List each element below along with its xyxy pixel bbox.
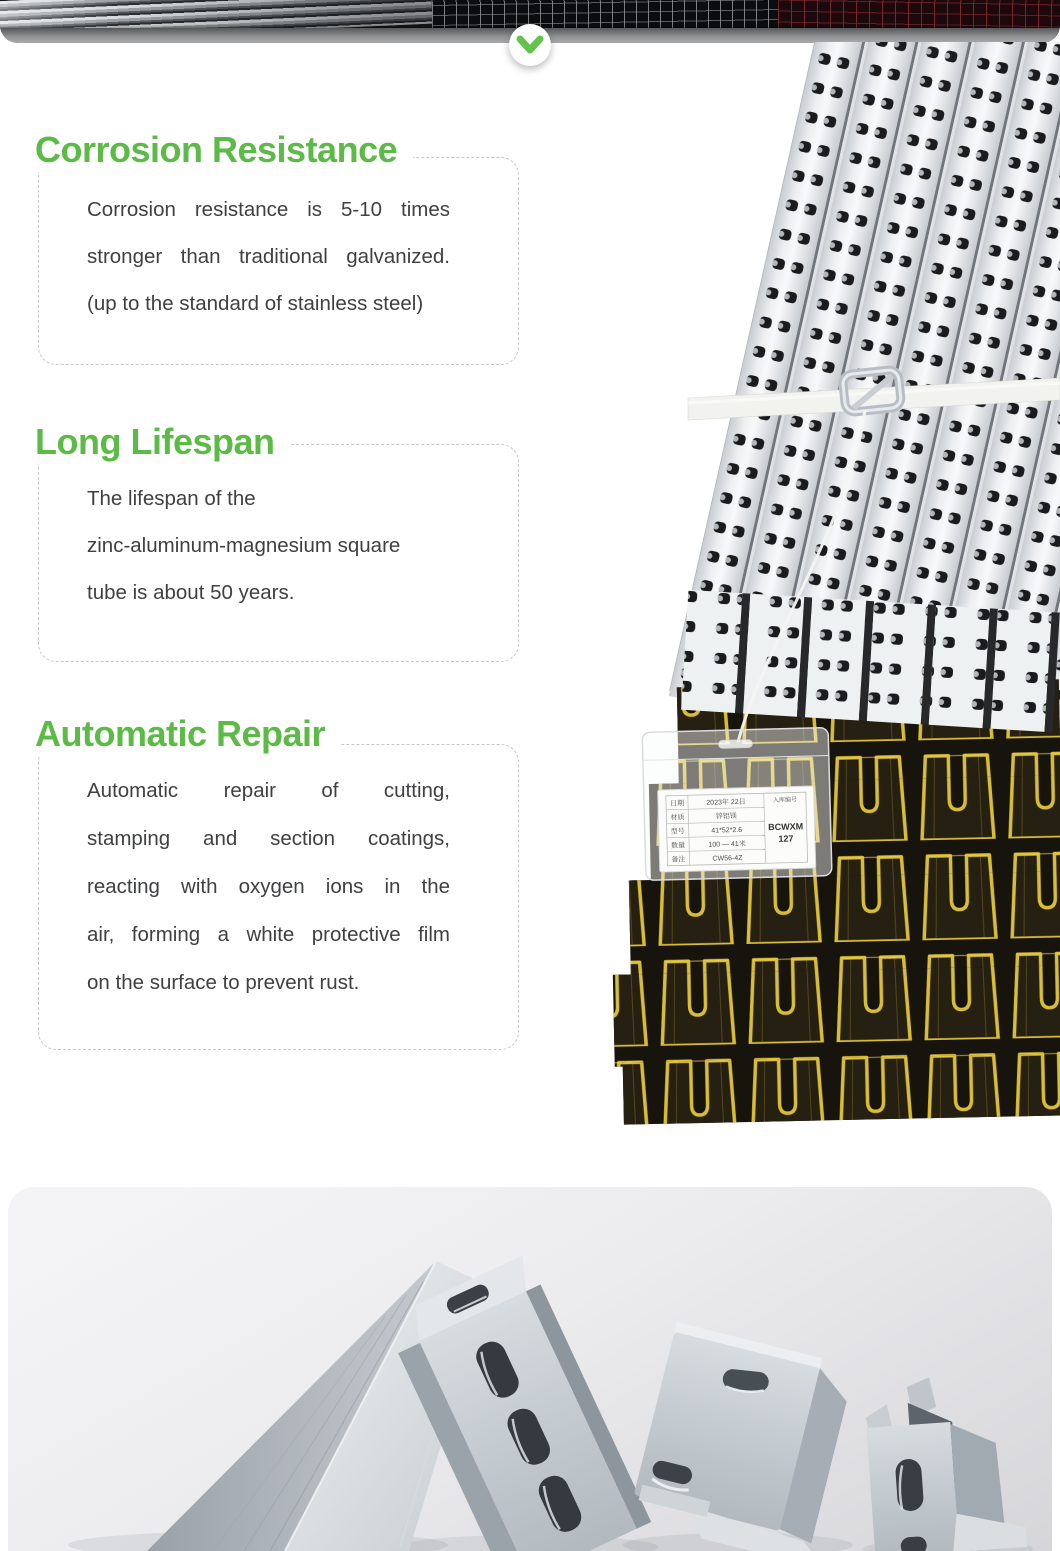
tag-row-value: CW56-4Z bbox=[712, 854, 743, 863]
feature-panel bbox=[38, 744, 519, 1050]
spec-tag bbox=[642, 728, 832, 881]
tag-row-label: 型号 bbox=[670, 828, 685, 836]
feature-text-line: stronger than traditional galvanized. bbox=[87, 245, 450, 268]
feature-panel bbox=[38, 157, 519, 365]
tag-row-label: 日期 bbox=[669, 800, 685, 808]
u-bracket bbox=[863, 1371, 1027, 1551]
chevron-down-icon bbox=[509, 24, 551, 66]
angle-bracket bbox=[627, 1322, 874, 1551]
feature-heading: Long Lifespan bbox=[33, 420, 291, 464]
feature-text-line: The lifespan of the bbox=[87, 487, 256, 510]
tag-row-value: 100 — 41米 bbox=[708, 840, 746, 849]
feature-text-line: on the surface to prevent rust. bbox=[87, 971, 360, 994]
tag-row-label: 数量 bbox=[671, 842, 686, 850]
tag-entry-no: 入库编号 bbox=[772, 797, 798, 805]
tag-row-label: 备注 bbox=[671, 856, 686, 864]
feature-text-line: tube is about 50 years. bbox=[87, 581, 295, 604]
tag-row-value: 2023年 22日 bbox=[706, 798, 746, 807]
feature-text-line: Corrosion resistance is 5-10 times bbox=[87, 198, 450, 221]
tag-code-number: 127 bbox=[778, 833, 794, 844]
strut-bundle-photo bbox=[560, 42, 1060, 1134]
feature-text-line: zinc-aluminum-magnesium square bbox=[87, 534, 401, 557]
feature-text-line: stamping and section coatings, bbox=[87, 827, 450, 850]
tag-row-value: 锌铝镁 bbox=[715, 812, 737, 821]
tag-row-value: 41*52*2.6 bbox=[711, 826, 743, 835]
brackets-photo bbox=[8, 1187, 1052, 1551]
feature-text-line: reacting with oxygen ions in the bbox=[87, 875, 450, 898]
feature-panel bbox=[38, 444, 519, 662]
feature-heading: Automatic Repair bbox=[33, 712, 341, 756]
feature-heading: Corrosion Resistance bbox=[33, 128, 413, 172]
scroll-down-button[interactable] bbox=[509, 24, 551, 66]
feature-text-line: air, forming a white protective film bbox=[87, 923, 450, 946]
feature-text-line: (up to the standard of stainless steel) bbox=[87, 292, 424, 315]
feature-text-line: Automatic repair of cutting, bbox=[87, 779, 450, 802]
strut-end-caps bbox=[681, 590, 1060, 732]
tag-row-label: 材质 bbox=[670, 814, 685, 822]
tag-code: BCWXM bbox=[768, 821, 804, 833]
